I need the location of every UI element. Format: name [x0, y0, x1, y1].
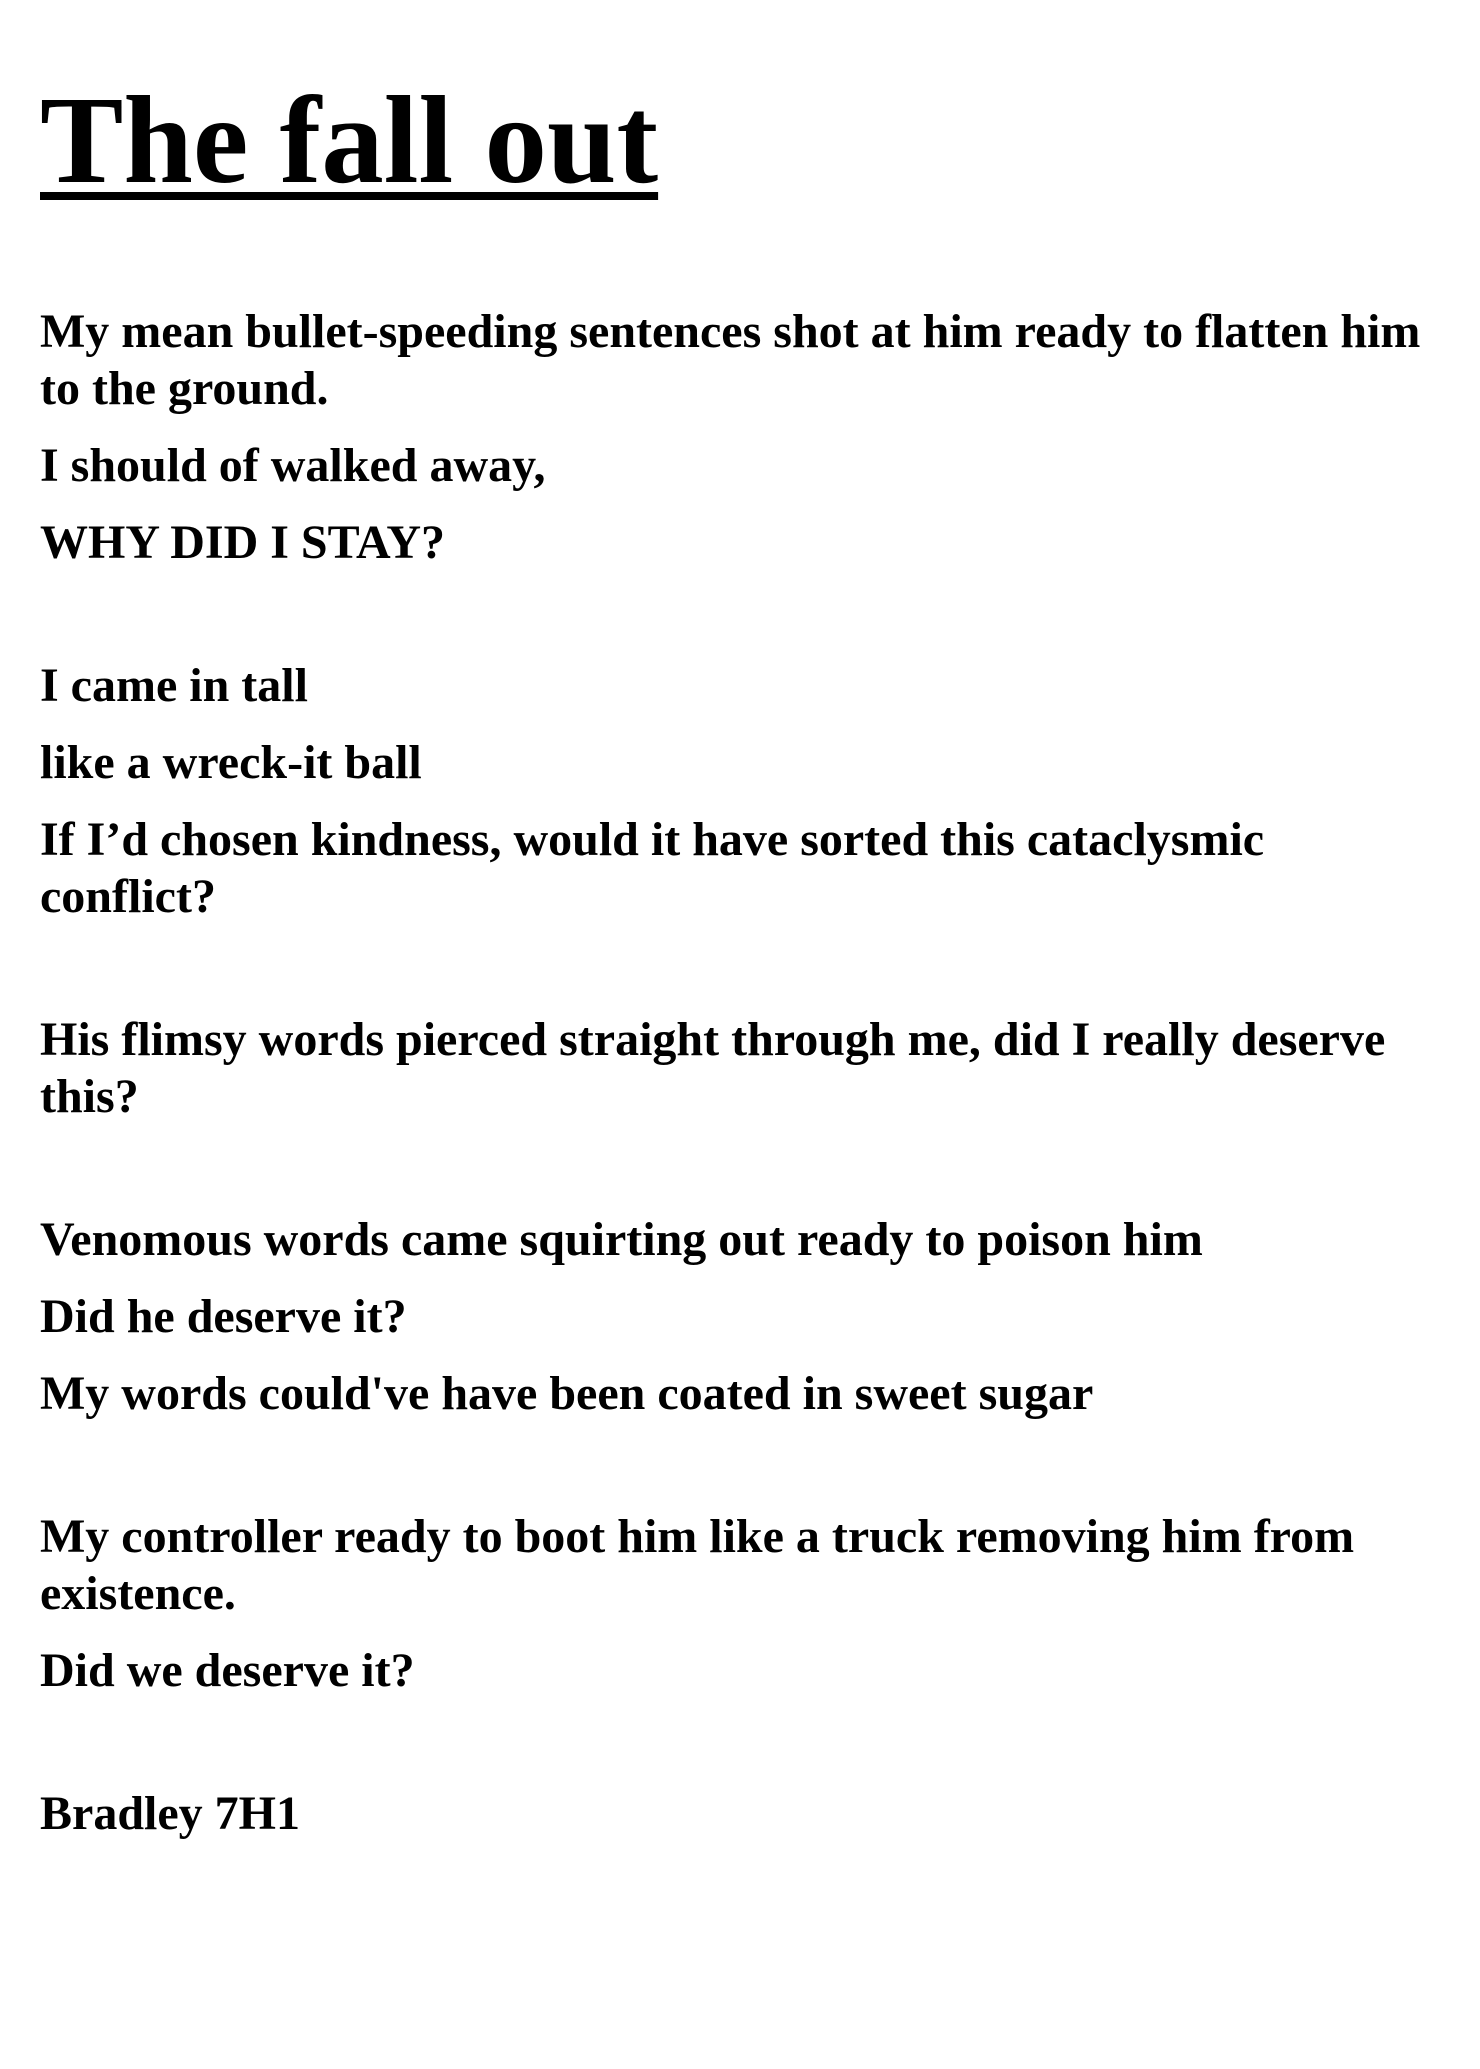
poem-line: His flimsy words pierced straight through me, did I really deserve	[40, 1013, 1386, 1066]
poem-line: conflict?	[40, 870, 216, 923]
poem-line: My mean bullet-speeding sentences shot at him ready to flatten him	[40, 305, 1421, 358]
poem-paragraph	[40, 657, 1450, 714]
poem-paragraph	[40, 303, 1450, 417]
poem-line: to the ground.	[40, 362, 329, 415]
poem-body	[40, 303, 1450, 1842]
poem-line: Venomous words came squirting out ready to poison him	[40, 1213, 1203, 1266]
poem-paragraph	[40, 1785, 1450, 1842]
poem-paragraph	[40, 1642, 1450, 1699]
poem-paragraph	[40, 437, 1450, 494]
poem-paragraph	[40, 811, 1450, 925]
poem-line: like a wreck-it ball	[40, 736, 422, 789]
poem-paragraph	[40, 734, 1450, 791]
poem-line: My words could've have been coated in sweet sugar	[40, 1367, 1094, 1420]
poem-paragraph	[40, 514, 1450, 571]
poem-title: The fall out	[40, 72, 659, 210]
poem-line: I came in tall	[40, 659, 308, 712]
poem-paragraph	[40, 1508, 1450, 1622]
poem-paragraph	[40, 1365, 1450, 1422]
poem-line: WHY DID I STAY?	[40, 516, 445, 569]
poem-paragraph	[40, 1288, 1450, 1345]
poem-line: Did we deserve it?	[40, 1644, 415, 1697]
poem-line: My controller ready to boot him like a truck removing him from	[40, 1510, 1355, 1563]
poem-line: Did he deserve it?	[40, 1290, 407, 1343]
poem-line: existence.	[40, 1567, 236, 1620]
poem-paragraph	[40, 1211, 1450, 1268]
poem-line: If I’d chosen kindness, would it have sorted this cataclysmic	[40, 813, 1265, 866]
poem-paragraph	[40, 1011, 1450, 1125]
poem-line: Bradley 7H1	[40, 1787, 300, 1840]
poem-line: this?	[40, 1070, 139, 1123]
poem-line: I should of walked away,	[40, 439, 546, 492]
